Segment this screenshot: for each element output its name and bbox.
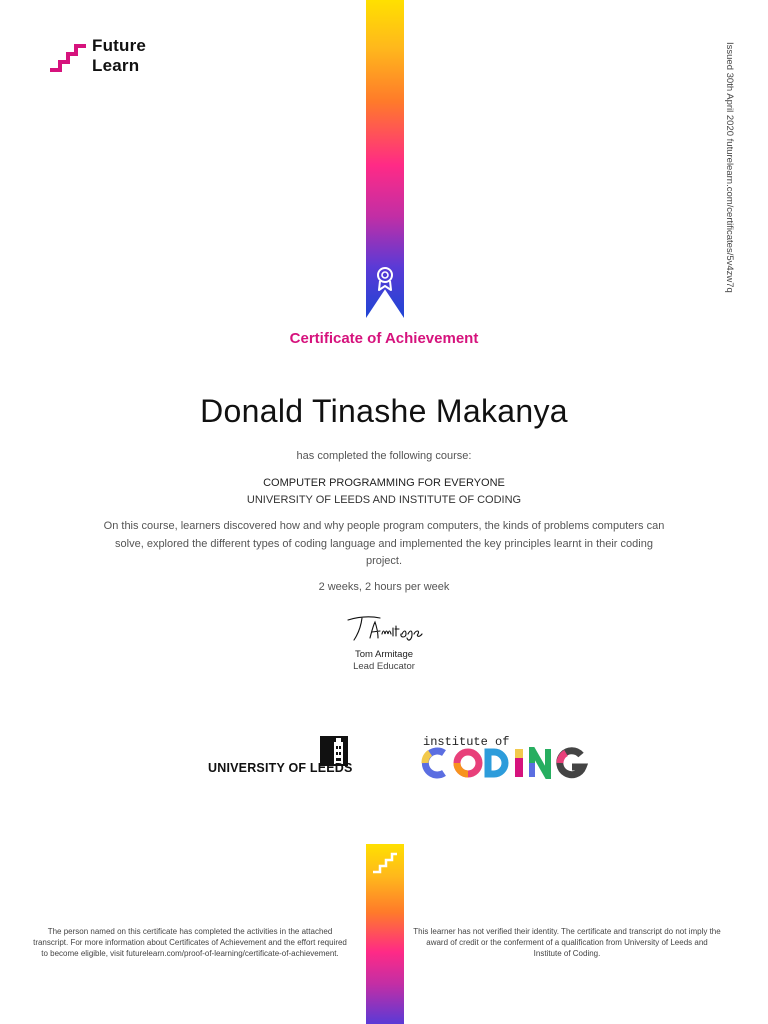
logo-line1: Future <box>92 36 147 55</box>
completed-text: has completed the following course: <box>296 450 472 462</box>
course-provider: UNIVERSITY OF LEEDS AND INSTITUTE OF CODING <box>246 494 522 506</box>
course-title: COMPUTER PROGRAMMING FOR EVERYONE <box>263 477 505 489</box>
leeds-wordmark: UNIVERSITY OF LEEDS <box>208 761 353 775</box>
award-badge-icon <box>373 266 397 292</box>
institute-of-coding-logo <box>420 747 592 779</box>
educator-signature <box>344 612 424 644</box>
ioc-top-text: institute of <box>423 735 510 749</box>
issue-info-text: Issued 30th April 2020 futurelearn.com/certificates/5v4zw7q <box>724 42 735 293</box>
course-description: On this course, learners discovered how and why people program computers, the kinds of problems computers can solve, explored the different types of coding language and implemented the key principles learnt in their coding project. <box>103 520 665 567</box>
educator-role: Lead Educator <box>353 661 415 672</box>
logo-wordmark <box>92 36 146 76</box>
certificate-title: Certificate of Achievement <box>289 330 479 347</box>
course-duration: 2 weeks, 2 hours per week <box>318 581 450 593</box>
footer-left-note: The person named on this certificate has completed the activities in the attached transcript. For more information about Certificates of Achievement and the effort required to become eligible, visit futurelearn.com/proof-of-learning/certificate-of-achievement. <box>33 927 347 958</box>
recipient-name: Donald Tinashe Makanya <box>200 393 568 429</box>
footer-right-note: This learner has not verified their identity. The certificate and transcript do not imply the award of credit or the conferment of a qualification from University of Leeds and Institute of Coding. <box>413 927 721 958</box>
educator-name: Tom Armitage <box>354 649 414 660</box>
steps-icon <box>372 850 398 874</box>
logo-line2: Learn <box>92 56 140 75</box>
futurelearn-logo <box>48 35 168 75</box>
futurelearn-logo-icon <box>48 38 88 72</box>
issue-info <box>724 42 738 312</box>
ioc-wordmark-text: CODING <box>506 778 510 779</box>
